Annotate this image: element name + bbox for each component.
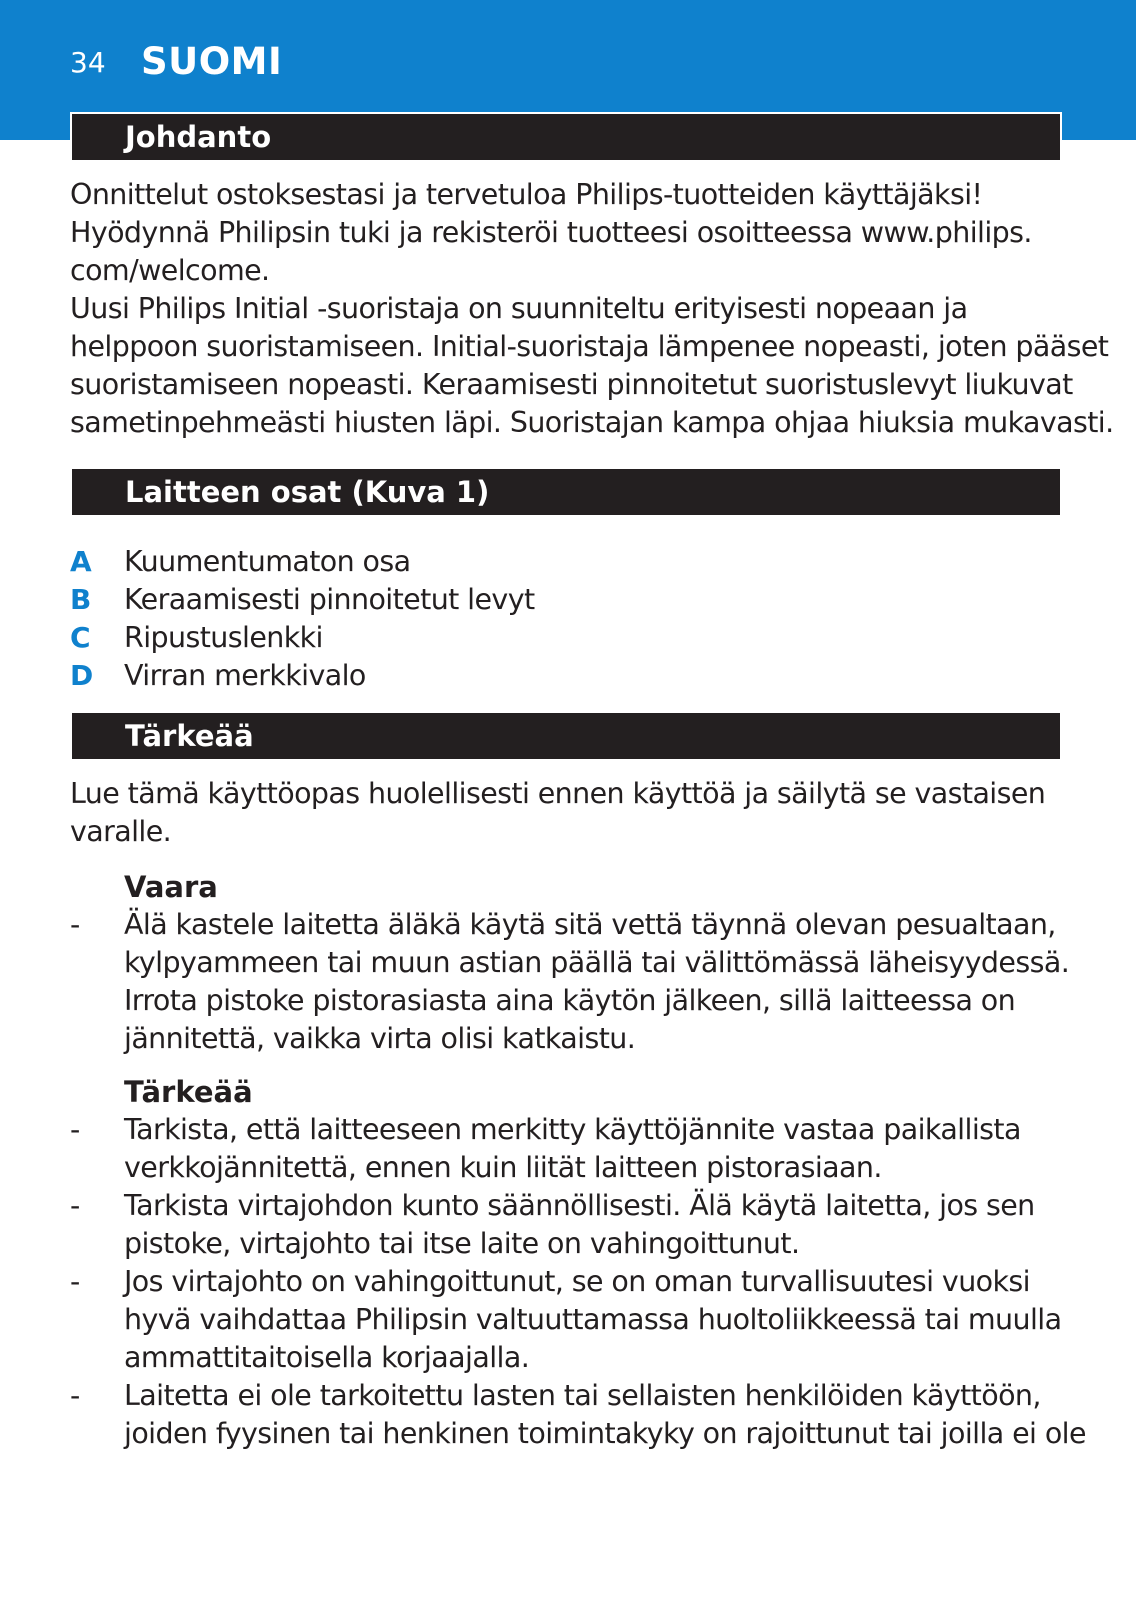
text-line: Älä kastele laitetta äläkä käytä sitä vettä täynnä olevan pesualtaan, [124,908,1056,941]
bullet-text [124,1263,1061,1377]
text-line: kylpyammeen tai muun astian päällä tai välittömässä läheisyydessä. [124,946,1070,979]
section-header-important [70,711,1062,761]
text-line: Tarkista, että laitteeseen merkitty käyttöjännite vastaa paikallista [124,1113,1021,1146]
item-letter: B [70,583,92,616]
text-line: Irrota pistoke pistorasiasta aina käytön jälkeen, sillä laitteessa on [124,984,1016,1017]
text-line: ammattitaitoisella korjaajalla. [124,1341,530,1374]
item-text: Virran merkkivalo [124,659,366,692]
item-text: Ripustuslenkki [124,621,323,654]
parts-list [70,543,1070,695]
text-line: varalle. [70,815,172,848]
text-line: verkkojännitettä, ennen kuin liität laitteen pistorasiaan. [124,1151,882,1184]
item-letter: A [70,545,92,578]
list-item [70,543,1070,581]
text-line: hyvä vaihdattaa Philipsin valtuuttamassa huoltoliikkeessä tai muulla [124,1303,1062,1336]
text-line: jännitettä, vaikka virta olisi katkaistu. [124,1022,636,1055]
section-header-parts [70,467,1062,517]
section-header-intro [70,112,1062,162]
bullet-text [124,1187,1035,1263]
important-intro [70,775,1070,851]
text-line: Laitetta ei ole tarkoitettu lasten tai sellaisten henkilöiden käyttöön, [124,1379,1041,1412]
danger-heading: Vaara [124,870,218,904]
text-line: Uusi Philips Initial -suoristaja on suunniteltu erityisesti nopeaan ja [70,292,968,325]
intro-paragraph [70,176,1114,442]
list-item [70,581,1070,619]
list-item [70,657,1070,695]
section-title-parts: Laitteen osat (Kuva 1) [125,475,490,509]
text-line: com/welcome. [70,254,270,287]
bullet-dash: - [70,908,80,941]
text-line: Onnittelut ostoksestasi ja tervetuloa Philips-tuotteiden käyttäjäksi! [70,178,983,211]
list-item [70,619,1070,657]
text-line: sametinpehmeästi hiusten läpi. Suoristajan kampa ohjaa hiuksia mukavasti. [70,406,1114,439]
bullet-dash: - [70,1113,80,1146]
section-title-important: Tärkeää [125,719,254,753]
text-line: Tarkista virtajohdon kunto säännöllisesti. Älä käytä laitetta, jos sen [124,1189,1035,1222]
notice-heading: Tärkeää [124,1075,253,1109]
item-letter: C [70,621,91,654]
item-text: Keraamisesti pinnoitetut levyt [124,583,535,616]
text-line: joiden fyysinen tai henkinen toimintakyky on rajoittunut tai joilla ei ole [124,1417,1086,1450]
text-line: pistoke, virtajohto tai itse laite on vahingoittunut. [124,1227,800,1260]
bullet-dash: - [70,1265,80,1298]
bullet-dash: - [70,1379,80,1412]
bullet-dash: - [70,1189,80,1222]
text-line: suoristamiseen nopeasti. Keraamisesti pinnoitetut suoristuslevyt liukuvat [70,368,1073,401]
bullet-text [124,906,1069,1058]
text-line: helppoon suoristamiseen. Initial-suoristaja lämpenee nopeasti, joten pääset [70,330,1109,363]
item-letter: D [70,659,94,692]
bullet-text [124,1377,1086,1453]
bullet-text [124,1111,1021,1187]
section-title-intro: Johdanto [125,120,272,154]
page-number: 34 [70,46,106,79]
language-title: SUOMI [141,40,283,83]
item-text: Kuumentumaton osa [124,545,411,578]
text-line: Lue tämä käyttöopas huolellisesti ennen käyttöä ja säilytä se vastaisen [70,777,1046,810]
text-line: Jos virtajohto on vahingoittunut, se on oman turvallisuutesi vuoksi [124,1265,1030,1298]
text-line: Hyödynnä Philipsin tuki ja rekisteröi tuotteesi osoitteessa www.philips. [70,216,1032,249]
